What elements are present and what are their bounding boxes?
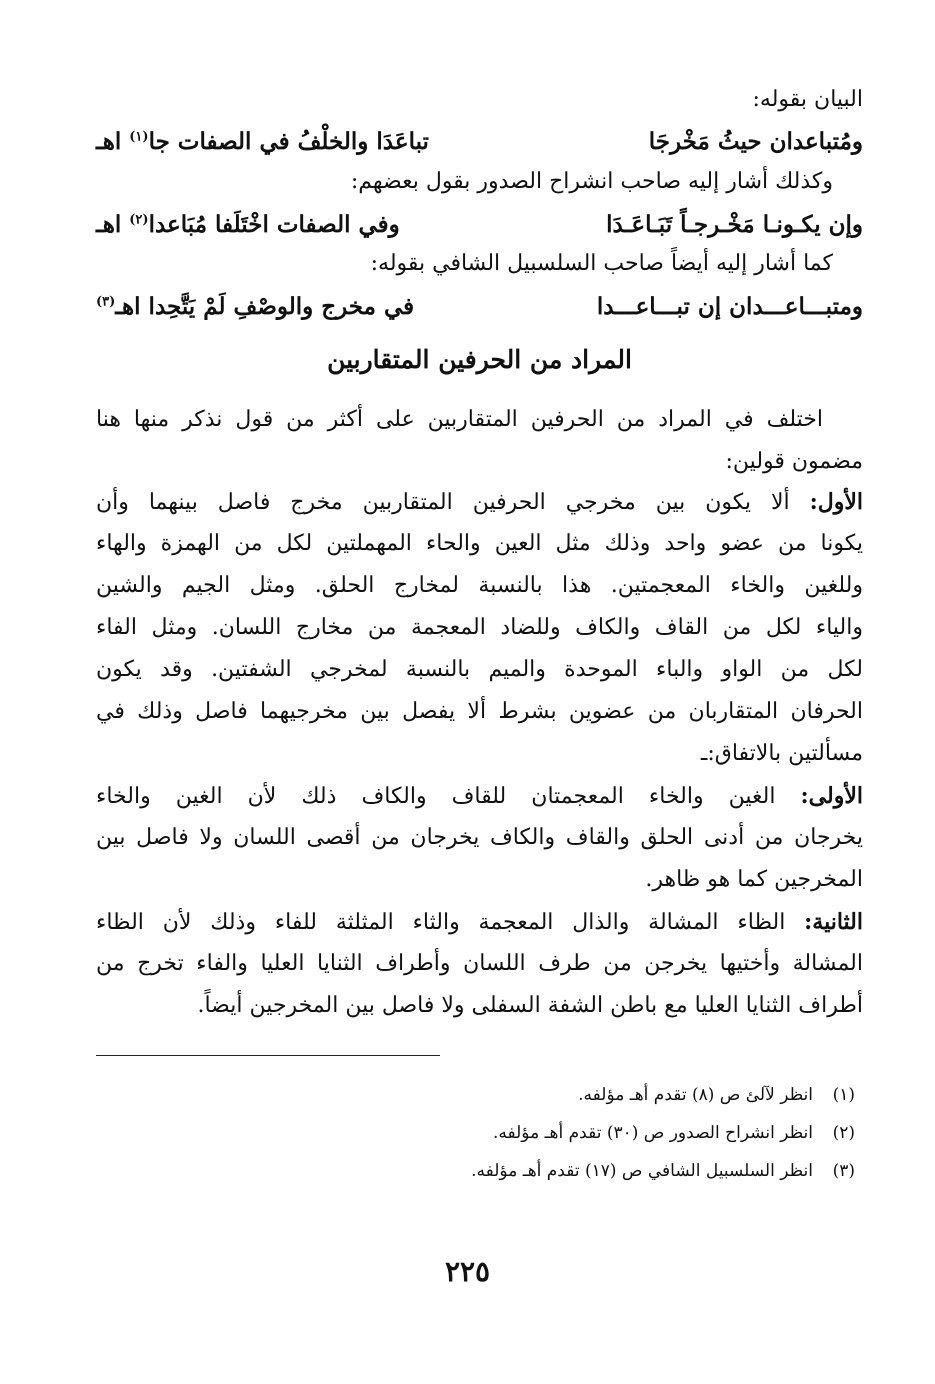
paragraph-3-line-2: يخرجان من أدنى الحلق والقاف والكاف يخرجان من أقصى اللسان ولا فاصل بين — [96, 825, 863, 850]
first-term: الأول: — [809, 489, 863, 515]
paragraph-2-line-4: والياء لكل من القاف والكاف وللضاد المعجمة من مخارج اللسان. ومثل الفاء — [96, 615, 863, 640]
verse-1-second-text: تباعَدَا والخلْفُ في الصفات جا — [148, 128, 429, 155]
footnote-3 — [471, 1154, 855, 1188]
verse-2-first-hemistich: وإن يكـونـا مَخْـرجـاً تَبَـاعَـدَا — [606, 211, 863, 238]
footnote-1 — [578, 1078, 855, 1112]
verse-2-end: اهـ — [96, 211, 130, 238]
paragraph-2-line-3: وللغين والخاء المعجمتين. هذا بالنسبة لمخارج الحلق. ومثل الجيم والشين — [96, 573, 863, 598]
paragraph-4-line-1 — [96, 902, 863, 943]
page-number: ٢٢٥ — [444, 1255, 491, 1288]
paragraph-4-line-1-text: الظاء المشالة والذال المعجمة والثاء المثلثة للفاء وذلك لأن الظاء — [96, 910, 805, 935]
verse-3-second-hemistich — [96, 287, 414, 327]
verse-3 — [96, 287, 863, 327]
verse-1-end: اهـ — [96, 128, 130, 155]
footnote-3-number: (٣) — [832, 1161, 855, 1181]
footnote-divider — [96, 1055, 440, 1056]
intro-line-3: كما أشار إليه أيضاً صاحب السلسبيل الشافي بقوله: — [370, 251, 833, 276]
footnote-3-text: انظر السلسبيل الشافي ص (١٧) تقدم أهـ مؤلفه. — [471, 1161, 813, 1181]
paragraph-2-line-6: الحرفان المتقاربان من عضوين بشرط ألا يفصل بين مخرجيهما فاصل وذلك في — [96, 699, 863, 724]
footnote-2-text: انظر انشراح الصدور ص (٣٠) تقدم أهـ مؤلفه. — [492, 1123, 813, 1143]
footnote-2 — [493, 1116, 855, 1150]
footnote-ref-1: (١) — [129, 129, 149, 145]
second-term: الأولى: — [800, 783, 863, 809]
verse-3-second-text: في مخرج والوصْفِ لَمْ يَتَّحِدا اهـ — [115, 293, 415, 320]
intro-line-2: وكذلك أشار إليه صاحب انشراح الصدور بقول بعضهم: — [350, 169, 833, 194]
verse-3-first-hemistich: ومتبـــاعـــدان إن تبـــاعـــدا — [596, 293, 863, 320]
paragraph-3-line-1-text: الغين والخاء المعجمتان للقاف والكاف ذلك لأن الغين والخاء — [96, 784, 801, 809]
paragraph-3-line-3: المخرجين كما هو ظاهر. — [645, 867, 863, 892]
verse-1-second-hemistich — [96, 122, 429, 162]
paragraph-2-line-7: مسألتين بالاتفاق:ـ — [700, 741, 863, 766]
verse-2 — [96, 205, 863, 245]
footnote-1-number: (١) — [832, 1085, 855, 1105]
verse-1-first-hemistich: ومُتباعدان حيثُ مَخْرجَا — [648, 128, 863, 155]
section-heading: المراد من الحرفين المتقاربين — [327, 345, 632, 374]
paragraph-1-line-2: مضمون قولين: — [725, 449, 863, 474]
footnote-ref-3: (٣) — [96, 294, 116, 310]
footnote-2-number: (٢) — [832, 1123, 855, 1143]
paragraph-2-line-5: لكل من الواو والباء الموحدة والميم بالنسبة لمخرجي الشفتين. وقد يكون — [96, 657, 863, 682]
verse-1 — [96, 122, 863, 162]
footnote-ref-2: (٢) — [129, 212, 149, 228]
paragraph-4-line-2: المشالة وأختيها يخرجن من طرف اللسان وأطراف الثنايا العليا والفاء تخرج من — [96, 951, 863, 976]
verse-2-second-hemistich — [96, 205, 400, 245]
paragraph-2-line-2: يكونا من عضو واحد وذلك مثل العين والحاء المهملتين لكل من الهمزة والهاء — [96, 531, 863, 556]
paragraph-1-line-1: اختلف في المراد من الحرفين المتقاربين على أكثر من قول نذكر منها هنا — [96, 407, 823, 432]
paragraph-2-line-1-text: ألا يكون بين مخرجي الحرفين المتقاربين مخرج فاصل بينهما وأن — [96, 490, 810, 515]
third-term: الثانية: — [804, 909, 863, 935]
verse-2-second-text: وفي الصفات اخْتَلَفا مُبَاعدا — [148, 211, 400, 238]
intro-line-1: البيان بقوله: — [752, 87, 863, 112]
paragraph-3-line-1 — [96, 776, 863, 817]
footnote-1-text: انظر لآلئ ص (٨) تقدم أهـ مؤلفه. — [578, 1085, 813, 1105]
paragraph-2-line-1 — [96, 482, 863, 523]
paragraph-4-line-3: أطراف الثنايا العليا مع باطن الشفة السفلى ولا فاصل بين المخرجين أيضاً. — [197, 993, 863, 1018]
